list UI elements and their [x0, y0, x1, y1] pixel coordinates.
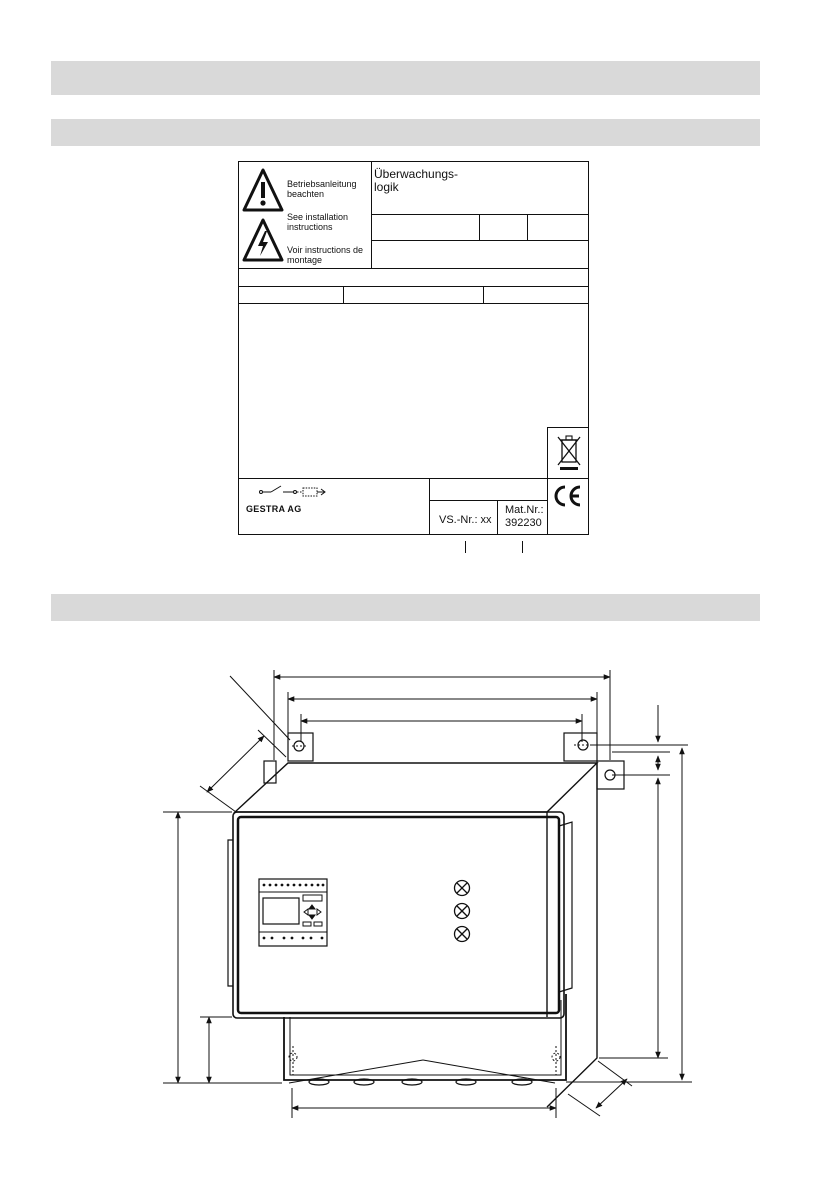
contact-symbol-icon — [257, 483, 337, 497]
material-number: Mat.Nr.: 392230 — [505, 504, 544, 529]
ce-mark-icon — [552, 484, 584, 508]
warning-text-de: Betriebsanleitung beachten — [287, 179, 357, 199]
dimension-drawing — [0, 640, 840, 1140]
weee-bin-icon — [555, 434, 583, 472]
vs-number: VS.-Nr.: xx — [439, 514, 492, 526]
type-plate — [238, 161, 589, 535]
section-bar-3 — [51, 594, 760, 621]
leader-tick-mat — [522, 541, 523, 553]
warning-text-en: See installation instructions — [287, 212, 349, 232]
section-bar-1 — [51, 61, 760, 95]
warning-text-fr: Voir instructions de montage — [287, 245, 364, 265]
section-bar-2 — [51, 119, 760, 146]
device-name: Überwachungs- logik — [374, 167, 459, 194]
electric-hazard-icon — [241, 217, 285, 265]
leader-tick-vs — [465, 541, 466, 553]
manufacturer-name: GESTRA AG — [246, 504, 302, 514]
warning-exclamation-icon — [241, 167, 285, 215]
